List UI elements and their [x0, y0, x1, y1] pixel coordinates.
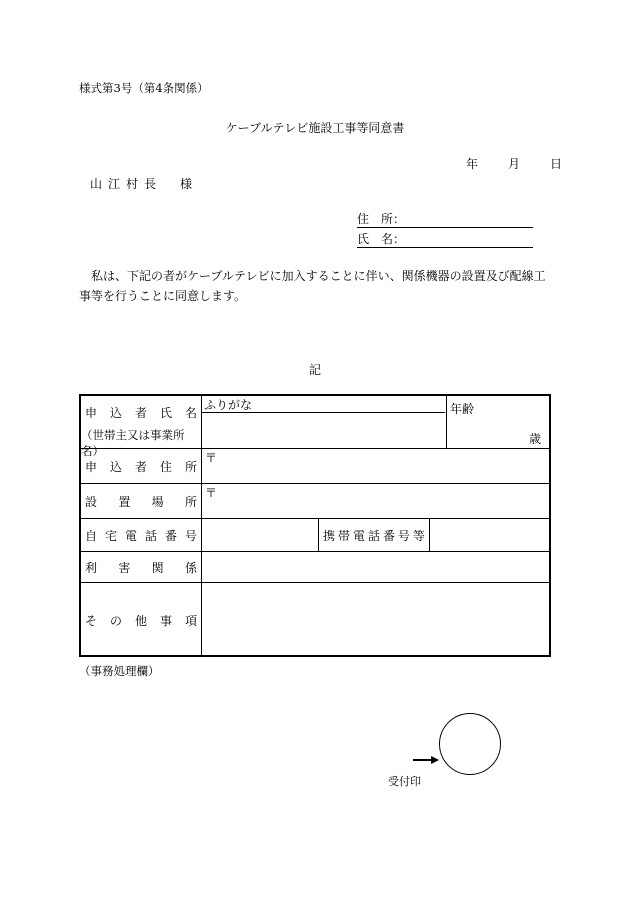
- label-char: の: [109, 614, 122, 628]
- label-char: 話: [367, 529, 380, 543]
- label-char: 申: [85, 406, 98, 420]
- application-form-table: [79, 394, 551, 657]
- label-char: 住: [159, 460, 172, 474]
- applicant-name-sublabel: （世帯主又は事業所名）: [81, 428, 185, 458]
- applicant-name-label: 氏 名：: [357, 232, 406, 246]
- ki-heading: 記: [308, 363, 321, 377]
- label-char: 番: [382, 529, 395, 543]
- home-phone-input[interactable]: [202, 519, 318, 551]
- document-title: ケーブルテレビ施設工事等同意書: [225, 121, 405, 135]
- applicant-address-label-cell: [81, 458, 201, 475]
- postal-mark: 〒: [205, 451, 218, 465]
- label-char: 所: [184, 495, 197, 509]
- label-char: 込: [109, 406, 122, 420]
- label-char: 置: [118, 495, 131, 509]
- applicant-name-field[interactable]: [357, 230, 533, 248]
- label-char: 号: [184, 529, 197, 543]
- mobile-phone-input[interactable]: [430, 519, 549, 551]
- office-use-note: （事務処理欄）: [79, 664, 160, 678]
- installation-location-label-cell: [81, 493, 201, 510]
- interest-relation-label-cell: [81, 559, 201, 576]
- date-line: [466, 155, 562, 172]
- date-year-label: 年: [466, 157, 479, 171]
- reception-stamp-circle: [439, 713, 501, 775]
- applicant-name-label-cell: [81, 404, 201, 421]
- furigana-label: ふりがな: [204, 398, 253, 412]
- label-char: 場: [151, 495, 164, 509]
- label-char: 等: [412, 529, 425, 543]
- applicant-name-input[interactable]: [204, 413, 446, 448]
- date-day-label: 日: [550, 157, 563, 171]
- age-column-divider: [446, 396, 447, 448]
- label-char: 係: [184, 561, 197, 575]
- label-char: 番: [164, 529, 177, 543]
- reception-stamp-label: 受付印: [388, 775, 421, 788]
- label-char: 項: [184, 614, 197, 628]
- label-char: 氏: [159, 406, 172, 420]
- postal-mark: 〒: [205, 486, 218, 500]
- applicant-address-label: 住 所：: [357, 212, 406, 226]
- label-char: 宅: [104, 529, 117, 543]
- consent-statement: 私は、下記の者がケーブルテレビに加入することに伴い、関係機器の設置及び配線工事等を行うことに同意します。: [79, 269, 546, 303]
- row-divider: [81, 483, 549, 484]
- age-label: 年齢: [450, 402, 475, 416]
- label-char: 害: [118, 561, 131, 575]
- age-unit: 歳: [529, 432, 542, 446]
- label-char: 携: [323, 529, 336, 543]
- label-char: 者: [134, 460, 147, 474]
- label-char: 帯: [337, 529, 350, 543]
- home-phone-label-cell: [81, 527, 201, 544]
- label-char: 号: [397, 529, 410, 543]
- interest-relation-input[interactable]: [202, 552, 549, 582]
- form-number: 様式第3号（第4条関係）: [79, 81, 209, 95]
- label-char: 関: [151, 561, 164, 575]
- label-char: 利: [85, 561, 98, 575]
- addressee: 山江村長 様: [90, 177, 199, 191]
- label-char: 名: [184, 406, 197, 420]
- applicant-address-field[interactable]: [357, 210, 533, 228]
- label-char: 申: [85, 460, 98, 474]
- label-char: 設: [85, 495, 98, 509]
- label-char: 所: [184, 460, 197, 474]
- label-char: 者: [134, 406, 147, 420]
- label-char: 話: [144, 529, 157, 543]
- label-char: 電: [124, 529, 137, 543]
- label-char: 込: [109, 460, 122, 474]
- date-month-label: 月: [508, 157, 521, 171]
- label-char: 他: [134, 614, 147, 628]
- label-char: そ: [85, 614, 98, 628]
- mobile-phone-label-cell: [319, 527, 429, 544]
- other-matters-label-cell: [81, 612, 201, 629]
- label-char: 自: [85, 529, 98, 543]
- label-char: 電: [352, 529, 365, 543]
- other-matters-input[interactable]: [202, 583, 549, 655]
- arrow-right-icon: [413, 755, 439, 765]
- label-char: 事: [159, 614, 172, 628]
